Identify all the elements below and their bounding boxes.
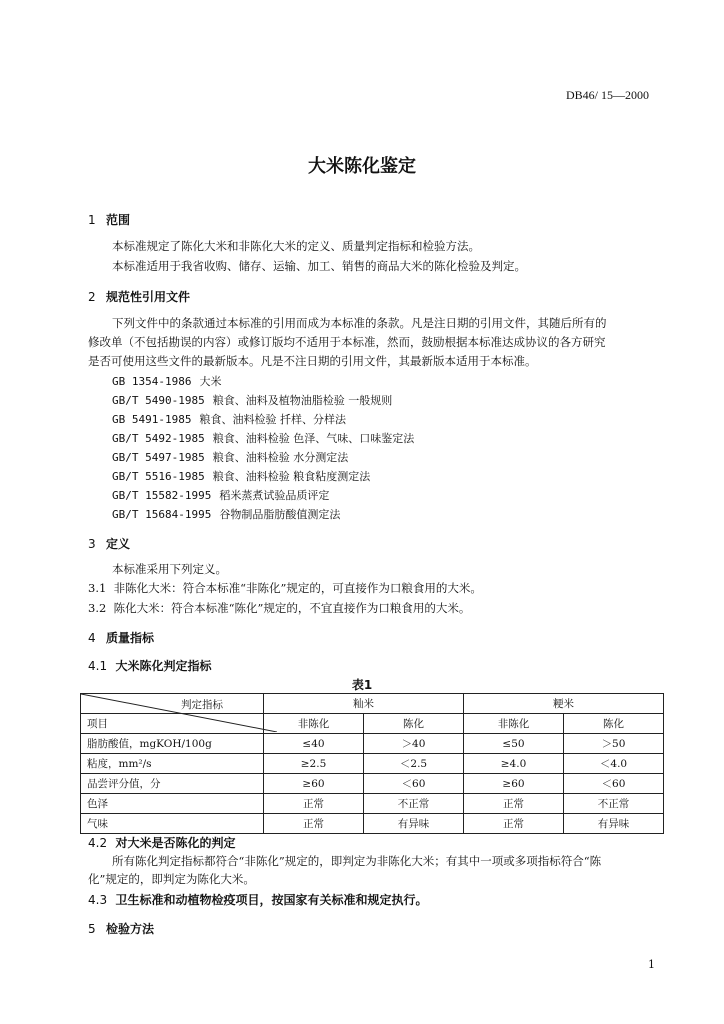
paragraph-line: 所有陈化判定指标都符合“非陈化”规定的，即判定为非陈化大米；有其中一项或多项指标符合“陈 [112,854,602,868]
clause-text: 非陈化大米：符合本标准“非陈化”规定的，可直接作为口粮食用的大米。 [113,581,482,595]
row-item: 脂肪酸值，mgKOH/100g [81,734,264,754]
value-cell: ＜60 [564,774,664,794]
section-number: 5 [88,922,96,936]
document-title: 大米陈化鉴定 [308,156,416,177]
diagonal-header-cell [81,694,264,714]
reference-name: 粮食、油料及植物油脂检验 一般规则 [212,394,393,407]
reference-name: 粮食、油料检验 粮食粘度测定法 [212,470,371,483]
subheader-cell: 陈化 [564,714,664,734]
page-number: 1 [648,958,655,971]
value-cell: ＜2.5 [364,754,464,774]
reference-name: 粮食、油料检验 水分测定法 [212,451,349,464]
clause-number: 4.1 [88,659,108,673]
value-cell: ＜4.0 [564,754,664,774]
section-number: 1 [88,213,96,227]
section-number: 3 [88,537,96,551]
standard-code: DB46/ 15—2000 [566,88,650,102]
clause-number: 4.3 [88,893,108,907]
clause-title: 卫生标准和动植物检疫项目，按国家有关标准和规定执行。 [115,893,428,907]
section-title: 质量指标 [106,631,155,645]
section-2-heading [88,288,190,305]
subheader-cell: 非陈化 [264,714,364,734]
value-cell: 正常 [464,814,564,834]
value-cell: 正常 [264,814,364,834]
reference-name: 粮食、油料检验 色泽、气味、口味鉴定法 [212,432,415,445]
reference-item [112,468,370,484]
reference-item [112,373,221,389]
paragraph-line: 化”规定的，即判定为陈化大米。 [88,872,255,886]
reference-code: GB 1354-1986 [112,375,192,388]
value-cell: ≥4.0 [464,754,564,774]
diagonal-label: 判定指标 [181,699,223,711]
section-title: 检验方法 [106,922,155,936]
row-item: 色泽 [81,794,264,814]
group-header-japonica: 粳米 [464,694,664,714]
value-cell: 有异味 [564,814,664,834]
reference-item [112,392,392,408]
subheader-cell: 非陈化 [464,714,564,734]
reference-code: GB/T 5490-1985 [112,394,205,407]
value-cell: 正常 [264,794,364,814]
section-4-heading [88,629,154,646]
subsection-4-1-heading [88,657,211,674]
section-title: 范围 [106,213,131,227]
row-item: 品尝评分值，分 [81,774,264,794]
value-cell: ≤40 [264,734,364,754]
section-title: 规范性引用文件 [106,290,191,304]
paragraph: 本标准采用下列定义。 [112,562,227,576]
reference-name: 大米 [199,375,222,388]
definition-3-2 [88,598,470,618]
section-number: 2 [88,290,96,304]
value-cell: 有异味 [364,814,464,834]
value-cell: 不正常 [564,794,664,814]
paragraph-line: 下列文件中的条款通过本标准的引用而成为本标准的条款。凡是注日期的引用文件，其随后所有的 [112,316,607,330]
value-cell: ＞50 [564,734,664,754]
table-row [81,794,664,814]
reference-item [112,506,340,522]
clause-text: 陈化大米：符合本标准“陈化”规定的，不宜直接作为口粮食用的大米。 [113,601,471,615]
clause-number: 3.1 [88,581,107,595]
paragraph-line: 修改单（不包括勘误的内容）或修订版均不适用于本标准，然而，鼓励根据本标准达成协议的各方研究 [88,335,606,349]
reference-code: GB 5491-1985 [112,413,192,426]
section-1-heading [88,211,130,228]
paragraph-line: 是否可使用这些文件的最新版本。凡是不注日期的引用文件，其最新版本适用于本标准。 [88,354,537,368]
clause-number: 3.2 [88,601,107,615]
diagonal-line [81,694,277,732]
reference-name: 谷物制品脂肪酸值测定法 [219,508,341,521]
value-cell: ≤50 [464,734,564,754]
row-item: 粘度，mm²/s [81,754,264,774]
reference-code: GB/T 5516-1985 [112,470,205,483]
value-cell: ＞40 [364,734,464,754]
section-number: 4 [88,631,96,645]
definition-3-1 [88,578,482,598]
subsection-4-3-heading [88,891,427,908]
value-cell: ≥60 [264,774,364,794]
group-header-indica: 籼米 [264,694,464,714]
item-header-cell: 项目 [81,714,264,734]
reference-code: GB/T 5497-1985 [112,451,205,464]
clause-number: 4.2 [88,836,108,850]
row-item: 气味 [81,814,264,834]
reference-item [112,449,348,465]
reference-code: GB/T 15582-1995 [112,489,212,502]
reference-item [112,430,414,446]
reference-code: GB/T 15684-1995 [112,508,212,521]
reference-name: 稻米蒸煮试验品质评定 [219,489,330,502]
clause-title: 对大米是否陈化的判定 [115,836,236,850]
subheader-cell: 陈化 [364,714,464,734]
section-title: 定义 [106,537,131,551]
value-cell: ≥2.5 [264,754,364,774]
paragraph: 本标准适用于我省收购、储存、运输、加工、销售的商品大米的陈化检验及判定。 [112,259,526,273]
reference-name: 粮食、油料检验 扦样、分样法 [199,413,346,426]
value-cell: 正常 [464,794,564,814]
value-cell: ≥60 [464,774,564,794]
clause-title: 大米陈化判定指标 [115,659,212,673]
table-row [81,814,664,834]
reference-code: GB/T 5492-1985 [112,432,205,445]
paragraph: 本标准规定了陈化大米和非陈化大米的定义、质量判定指标和检验方法。 [112,239,480,253]
reference-item [112,487,329,503]
table-caption: 表1 [351,678,373,692]
value-cell: ＜60 [364,774,464,794]
value-cell: 不正常 [364,794,464,814]
reference-item [112,411,346,427]
table-row [81,734,664,754]
table-row [81,774,664,794]
section-3-heading [88,535,130,552]
criteria-table [80,693,664,834]
section-5-heading [88,920,154,937]
subsection-4-2-heading [88,834,235,851]
table-row [81,754,664,774]
